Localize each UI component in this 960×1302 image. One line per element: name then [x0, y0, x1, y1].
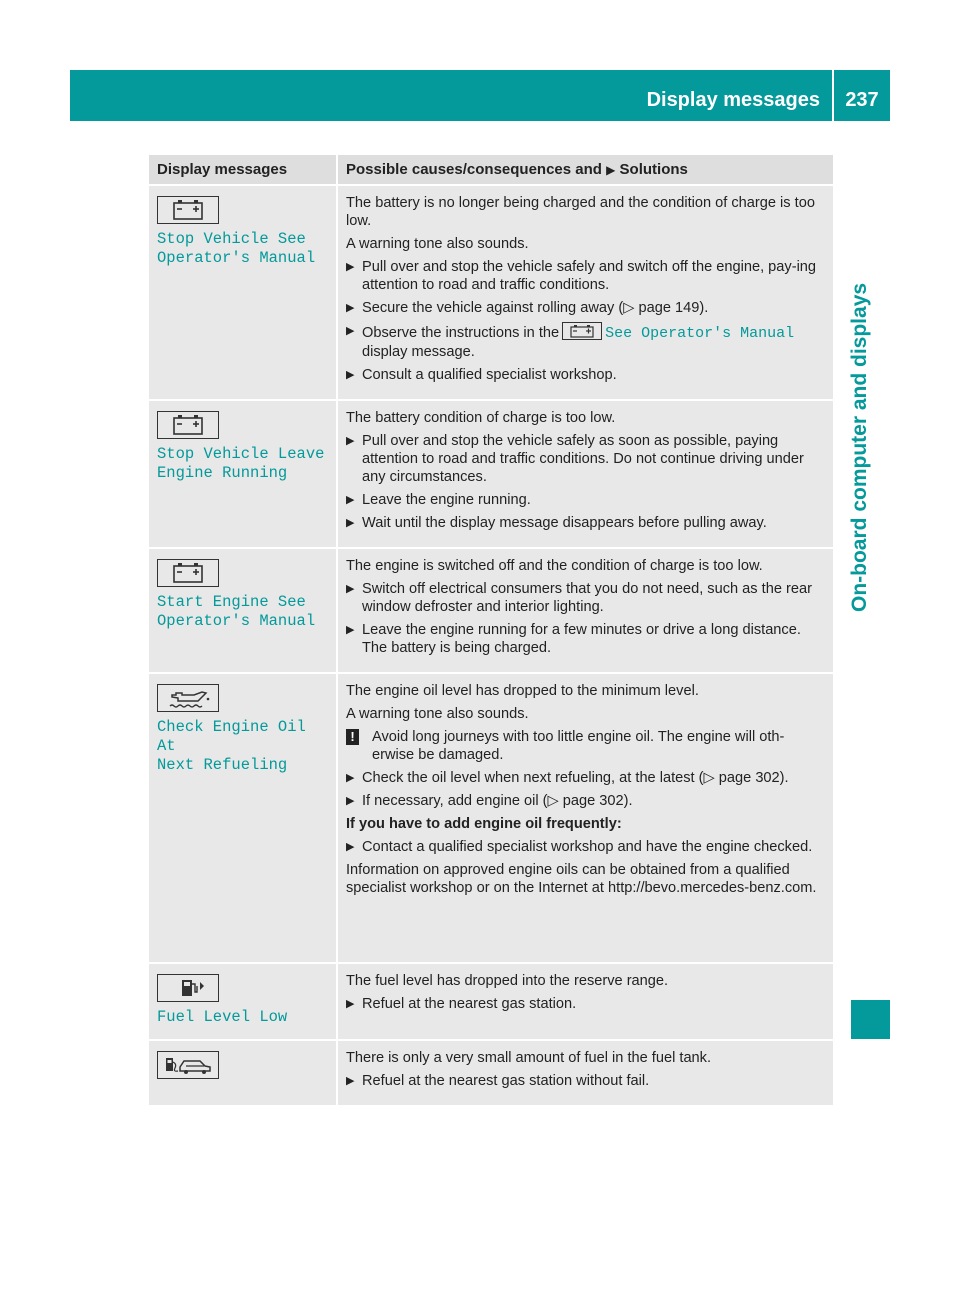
list-item	[346, 769, 825, 787]
solution-cell: The engine is switched off and the condition of charge is too low. ▶ Switch off electrical consumers that you do not need, such as the rear window defroster and interior lighting. ▶ Leave the engine running for a few minutes or drive a long distance. The battery is being charged.	[336, 549, 833, 674]
display-message-cell	[149, 964, 336, 1041]
list-item: ▶ Wait until the display message disappears before pulling away.	[346, 515, 767, 531]
battery-icon	[157, 196, 219, 224]
display-message-cell	[149, 549, 336, 674]
solution-cell: The fuel level has dropped into the reserve range. ▶ Refuel at the nearest gas station.	[336, 964, 833, 1041]
list-item: ▶ Leave the engine running for a few minutes or drive a long distance. The battery is being charged.	[346, 622, 801, 656]
fuel-pump-icon	[157, 974, 219, 1002]
table-header-row	[149, 155, 833, 186]
warning-icon: !	[346, 729, 359, 745]
col-header-display-messages: Display messages	[149, 155, 336, 186]
arrow-icon: ▶	[346, 1075, 355, 1087]
display-message-text: Stop Vehicle Leave Engine Running	[157, 445, 325, 482]
list-item: ▶ Refuel at the nearest gas station without fail.	[346, 1073, 650, 1089]
display-message-text: Stop Vehicle See Operator's Manual	[157, 230, 316, 267]
arrow-icon: ▶	[346, 841, 355, 853]
arrow-icon: ▶	[346, 302, 355, 314]
page-reference[interactable]: Secure the vehicle against rolling away (▷ page 149).	[362, 300, 709, 316]
arrow-icon: ▶	[606, 163, 616, 177]
display-message-cell	[149, 186, 336, 401]
arrow-icon: ▶	[346, 261, 355, 273]
arrow-icon: ▶	[346, 624, 355, 636]
list-item: ▶ Pull over and stop the vehicle safely as soon as possible, paying attention to road and traffic conditions. Do not continue driving under any circumstances.	[346, 433, 804, 485]
arrow-icon: ▶	[346, 795, 355, 807]
list-item: ▶ Refuel at the nearest gas station.	[346, 996, 577, 1012]
display-message-text: Start Engine See Operator's Manual	[157, 593, 316, 630]
side-section-label	[840, 132, 880, 612]
display-message-cell	[149, 401, 336, 549]
table-row	[149, 964, 833, 1041]
arrow-icon: ▶	[346, 325, 355, 337]
table-row	[149, 186, 833, 401]
solution-cell: There is only a very small amount of fuel in the fuel tank. ▶ Refuel at the nearest gas station without fail.	[336, 1041, 833, 1107]
fuel-car-icon	[157, 1051, 219, 1079]
list-item	[346, 792, 825, 810]
arrow-icon: ▶	[346, 435, 355, 447]
warning-note: ! Avoid long journeys with too little engine oil. The engine will oth-erwise be damaged.	[346, 728, 825, 764]
table-row	[149, 1041, 833, 1107]
battery-icon	[562, 322, 602, 340]
solution-cell: The battery is no longer being charged and the condition of charge is too low. A warning tone also sounds. ▶ Pull over and stop the vehicle safely and switch off the engine, pay-ing attention to road and traffic conditions. ▶ Secure the vehicle against rolling away (▷ page 149). ▶ Observe the instructions in the See Operator's Manual display message. ▶ Consult a qualified specialist workshop.	[336, 186, 833, 401]
table-row	[149, 674, 833, 964]
list-item: ▶ Switch off electrical consumers that you do not need, such as the rear window defroster and interior lighting.	[346, 581, 812, 615]
page-reference[interactable]: Check the oil level when next refueling, at the latest (▷ page 302).	[362, 770, 789, 786]
oil-can-icon	[157, 684, 219, 712]
list-item: ▶ Consult a qualified specialist workshop.	[346, 367, 617, 383]
arrow-icon: ▶	[346, 772, 355, 784]
display-message-text: Check Engine Oil At Next Refueling	[157, 718, 306, 774]
arrow-icon: ▶	[346, 998, 355, 1010]
subheading: If you have to add engine oil frequently:	[346, 816, 622, 832]
list-item: ▶ Leave the engine running.	[346, 492, 531, 508]
list-item: ▶ Observe the instructions in the See Operator's Manual display message.	[346, 322, 825, 361]
arrow-icon: ▶	[346, 517, 355, 529]
arrow-icon: ▶	[346, 494, 355, 506]
side-marker	[851, 1000, 890, 1039]
table-row	[149, 549, 833, 674]
page-title: Display messages	[646, 89, 820, 111]
display-message-cell	[149, 1041, 336, 1107]
solution-cell: The battery condition of charge is too low. ▶ Pull over and stop the vehicle safely as soon as possible, paying attention to road and traffic conditions. Do not continue driving under any circumstances. ▶ Leave the engine running. ▶ Wait until the display message disappears before pulling away.	[336, 401, 833, 549]
table-row	[149, 401, 833, 549]
arrow-icon: ▶	[346, 369, 355, 381]
solution-cell: The engine oil level has dropped to the minimum level. A warning tone also sounds. ! Avoid long journeys with too little engine oil. The engine will oth-erwise be damaged. ▶ Check the oil level when next refueling, at the latest (▷ page 302). ▶ If necessary, add engine oil (▷ page 302). If you have to add engine oil frequently: ▶ Contact a qualified specialist workshop and have the engine checked. Information on approved engine oils can be obtained from a qualified specialist workshop or on the Internet at http://bevo.mercedes-benz.com.	[336, 674, 833, 964]
side-section-text: On-board computer and displays	[848, 282, 871, 612]
arrow-icon: ▶	[346, 583, 355, 595]
page-reference[interactable]: If necessary, add engine oil (▷ page 302).	[362, 793, 633, 809]
display-message-text: Fuel Level Low	[157, 1008, 288, 1026]
list-item: ▶ Pull over and stop the vehicle safely and switch off the engine, pay-ing attention to road and traffic conditions.	[346, 259, 817, 293]
display-messages-table	[149, 155, 833, 1107]
display-message-cell	[149, 674, 336, 964]
page-number: 237	[845, 89, 879, 111]
col-header-causes: Possible causes/consequences and ▶ Solutions	[336, 155, 833, 186]
battery-icon	[157, 411, 219, 439]
list-item	[346, 299, 825, 317]
list-item: ▶ Contact a qualified specialist workshop and have the engine checked.	[346, 839, 813, 855]
header-divider	[832, 70, 834, 121]
battery-icon	[157, 559, 219, 587]
info-text: Information on approved engine oils can be obtained from a qualified specialist workshop or on the Internet at http://bevo.mercedes-benz.com.	[346, 862, 817, 896]
